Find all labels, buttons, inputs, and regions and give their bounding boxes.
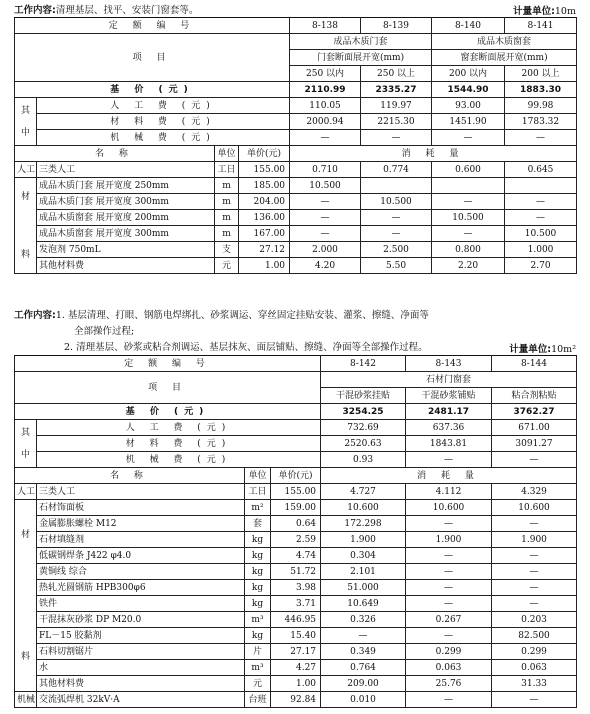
cost-row: 机 械 费 (元) — — — — [15,130,577,146]
labor-row: 人工 三类人工 工日 155.00 4.727 4.112 4.329 [15,484,577,500]
work-content-2c: 2. 清理基层、砂浆或粘合剂调运、基层抹灰、面层铺贴、擦缝、净面等全部操作过程。 [64,342,428,353]
consume-header-row: 名 称 单位 单价(元) 消 耗 量 [15,468,577,484]
work-content-2b: 全部操作过程; [74,326,135,337]
base-price-row: 基 价 (元) 2110.99 2335.27 1544.90 1883.30 [15,82,577,98]
material-row: 发泡剂 750mL 支 27.12 2.000 2.500 0.800 1.000 [15,242,577,258]
work-content-1: 工作内容:清理基层、找平、安装门窗套等。 [14,5,199,16]
cost-row: 材 料 费 (元) 2000.94 2215.30 1451.90 1783.32 [15,114,577,130]
material-row: 成品木质窗套 展开宽度 300mm m 167.00 — — — 10.500 [15,226,577,242]
cost-row: 其 中 人 工 费 (元) 732.69 637.36 671.00 [15,420,577,436]
material-row: 低碳钢焊条 J422 φ4.0 kg 4.74 0.304 — — [15,548,577,564]
material-row: 金属膨胀螺栓 M12 套 0.64 172.298 — — [15,516,577,532]
code-row: 定 额 编 号 8-142 8-143 8-144 [15,356,577,372]
group-row: 项 目 石材门窗套 [15,372,577,388]
among-label: 其 中 [15,98,37,146]
size-row: 250 以内 250 以上 200 以内 200 以上 [15,66,577,82]
consume-header-row: 名 称 单位 单价(元) 消 耗 量 [15,146,577,162]
material-row: 石料切割锯片 片 27.17 0.349 0.299 0.299 [15,644,577,660]
code-row: 定 额 编 号 8-138 8-139 8-140 8-141 [15,18,577,34]
cost-row: 机 械 费 (元) 0.93 — — [15,452,577,468]
machine-row: 机械 交流弧焊机 32kV·A 台班 92.84 0.010 — — [15,692,577,708]
material-row: 其他材料费 元 1.00 209.00 25.76 31.33 [15,676,577,692]
quota-table-2 [14,355,577,708]
material-row: 成品木质门套 展开宽度 300mm m 204.00 — 10.500 — — [15,194,577,210]
material-row: FL－15 胶黏剂 kg 15.40 — — 82.500 [15,628,577,644]
material-row: 干混抹灰砂浆 DP M20.0 m³ 446.95 0.326 0.267 0.203 [15,612,577,628]
material-label: 材 料 [15,178,37,274]
cost-row: 其 中 人 工 费 (元) 110.05 119.97 93.00 99.98 [15,98,577,114]
unit-2: 计量单位:10m² [509,344,576,355]
unit-1: 计量单位:10m [513,6,576,17]
quota-table-1 [14,17,577,274]
material-row: 铁件 kg 3.71 10.649 — — [15,596,577,612]
material-label: 材 料 [15,500,37,692]
material-row: 石材填缝剂 kg 2.59 1.900 1.900 1.900 [15,532,577,548]
material-row: 材 料 成品木质门套 展开宽度 250mm m 185.00 10.500 [15,178,577,194]
material-row: 黄铜线 综合 kg 51.72 2.101 — — [15,564,577,580]
group-sub-row: 门套断面展开宽(mm) 窗套断面展开宽(mm) [15,50,577,66]
among-label: 其 中 [15,420,37,468]
material-row: 水 m³ 4.27 0.764 0.063 0.063 [15,660,577,676]
base-price-row: 基 价 (元) 3254.25 2481.17 3762.27 [15,404,577,420]
material-row: 材 料 石材饰面板 m² 159.00 10.600 10.600 10.600 [15,500,577,516]
work-content-2: 工作内容:1. 基层清理、打眼、钢筋电焊绑扎、砂浆调运、穿丝固定挂贴安装、灌浆、擦缝、净面等 [14,310,429,321]
labor-row: 人工 三类人工 工日 155.00 0.710 0.774 0.600 0.645 [15,162,577,178]
material-row: 热轧光圆钢筋 HPB300φ6 kg 3.98 51.000 — — [15,580,577,596]
sub-row: 干混砂浆挂贴 干混砂浆铺贴 粘合剂粘贴 [15,388,577,404]
material-row: 其他材料费 元 1.00 4.20 5.50 2.20 2.70 [15,258,577,274]
material-row: 成品木质窗套 展开宽度 200mm m 136.00 — — 10.500 — [15,210,577,226]
group-row: 项 目 成品木质门套 成品木质窗套 [15,34,577,50]
cost-row: 材 料 费 (元) 2520.63 1843.81 3091.27 [15,436,577,452]
